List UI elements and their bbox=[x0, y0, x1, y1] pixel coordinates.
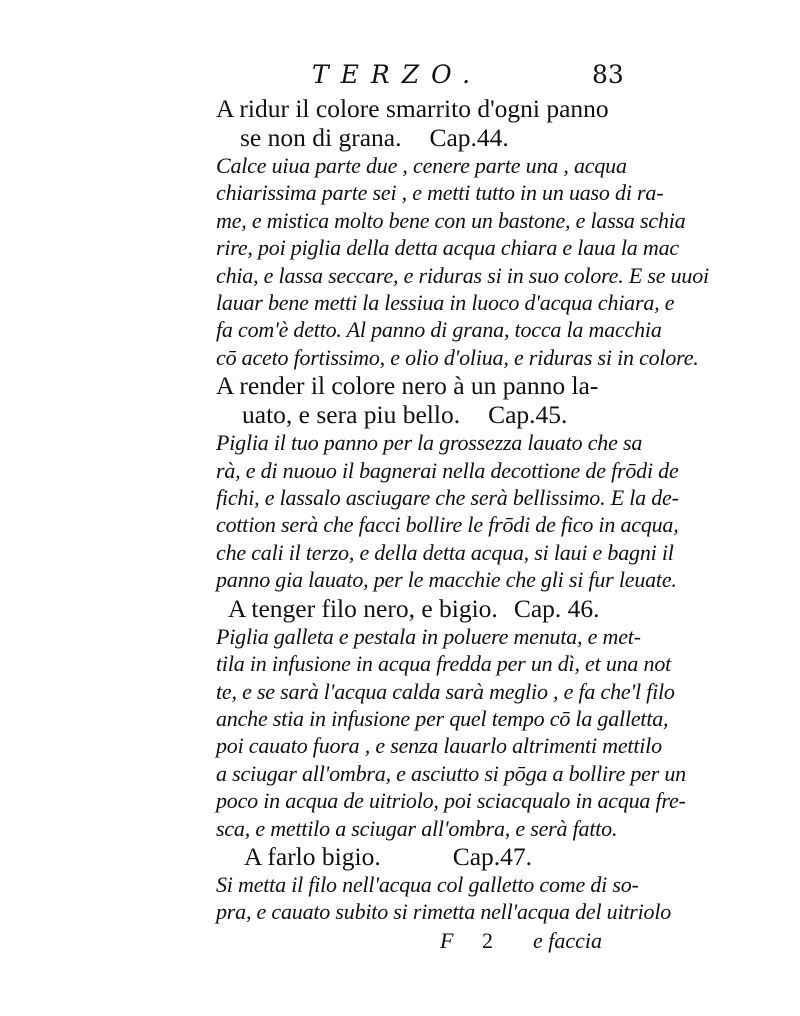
chapter-46 bbox=[190, 593, 686, 842]
body-line: panno gia lauato, per le macchie che gli si fur leuate. bbox=[216, 567, 677, 593]
signature-mark: F bbox=[440, 927, 454, 953]
body-line: poi cauato fuora , e senza lauarlo altrimenti mettilo bbox=[216, 733, 662, 759]
chapter-45 bbox=[190, 371, 679, 593]
page-header bbox=[190, 60, 650, 94]
heading-line: A ridur il colore smarrito d'ogni panno bbox=[216, 94, 609, 123]
chapter-44 bbox=[190, 94, 709, 371]
chapter-body bbox=[190, 152, 709, 371]
page-footer bbox=[190, 928, 650, 958]
body-line: cottion serà che facci bollire le frōdi de fico in acqua, bbox=[216, 512, 679, 538]
body-line: me, e mistica molto bene con un bastone, e lassa schia bbox=[216, 207, 686, 233]
heading-line: uato, e sera piu bello. bbox=[242, 400, 461, 430]
chapter-heading bbox=[190, 842, 650, 871]
body-line: cō aceto fortissimo, e olio d'oliua, e riduras si in colore. bbox=[216, 344, 699, 370]
body-line: Piglia il tuo panno per la grossezza lauato che sa bbox=[216, 430, 643, 456]
body-line: te, e se sarà l'acqua calda sarà meglio , e fa che'l filo bbox=[216, 678, 675, 704]
body-line: fichi, e lassalo asciugare che serà bellissimo. E la de- bbox=[216, 485, 679, 511]
body-line: poco in acqua de uitriolo, poi sciacqualo in acqua fre- bbox=[216, 788, 686, 814]
chapter-body bbox=[190, 623, 686, 842]
heading-line: se non di grana. bbox=[240, 123, 402, 152]
body-line: anche stia in infusione per quel tempo cō la galletta, bbox=[216, 705, 669, 731]
chapter-heading bbox=[190, 594, 650, 623]
running-title: TERZO. bbox=[312, 60, 483, 89]
body-line: Si metta il filo nell'acqua col galletto come di so- bbox=[216, 871, 639, 897]
signature-number: 2 bbox=[482, 927, 493, 953]
chapter-number: Cap. 46. bbox=[513, 593, 600, 623]
body-line: che cali il terzo, e della detta acqua, si laui e bagni il bbox=[216, 539, 674, 565]
body-line: pra, e cauato subito si rimetta nell'acqua del uitriolo bbox=[216, 899, 672, 925]
page-number: 83 bbox=[592, 60, 624, 89]
body-line: sca, e mettilo a sciugar all'ombra, e serà fatto. bbox=[216, 815, 618, 841]
chapter-heading bbox=[190, 371, 650, 429]
body-line: Calce uiua parte due , cenere parte una , acqua bbox=[216, 153, 627, 178]
chapter-heading bbox=[190, 94, 650, 152]
chapter-number: Cap.44. bbox=[429, 123, 509, 152]
heading-line-with-chapter bbox=[190, 842, 650, 871]
heading-line-with-chapter bbox=[190, 400, 650, 429]
body-line: a sciugar all'ombra, e asciutto si pōga a bollire per un bbox=[216, 760, 686, 786]
text-block bbox=[190, 60, 709, 958]
catchword: e faccia bbox=[533, 927, 603, 953]
chapter-47 bbox=[190, 841, 672, 926]
chapter-body bbox=[190, 871, 672, 926]
chapter-number: Cap.47. bbox=[452, 841, 533, 871]
body-line: chia, e lassa seccare, e riduras si in suo colore. E se uuoi bbox=[216, 262, 709, 288]
heading-line-with-chapter bbox=[190, 594, 650, 623]
body-line: fa com'è detto. Al panno di grana, tocca la macchia bbox=[216, 317, 662, 343]
heading-line: A render il colore nero à un panno la- bbox=[216, 371, 599, 401]
heading-line-with-chapter bbox=[190, 123, 650, 152]
body-line: rà, e di nuouo il bagnerai nella decottione de frōdi de bbox=[216, 457, 679, 483]
chapter-body bbox=[190, 429, 679, 593]
body-line: rire, poi piglia della detta acqua chiara e laua la mac bbox=[216, 235, 679, 261]
heading-line: A tenger filo nero, e bigio. bbox=[228, 593, 498, 623]
heading-line: A farlo bigio. bbox=[244, 841, 381, 871]
body-line: Piglia galleta e pestala in poluere menuta, e met- bbox=[216, 623, 641, 649]
chapter-number: Cap.45. bbox=[488, 400, 568, 430]
body-line: lauar bene metti la lessiua in luoco d'acqua chiara, e bbox=[216, 290, 675, 316]
body-line: tila in infusione in acqua fredda per un dì, et una not bbox=[216, 651, 672, 677]
body-line: chiarissima parte sei , e metti tutto in un uaso di ra- bbox=[216, 180, 664, 206]
